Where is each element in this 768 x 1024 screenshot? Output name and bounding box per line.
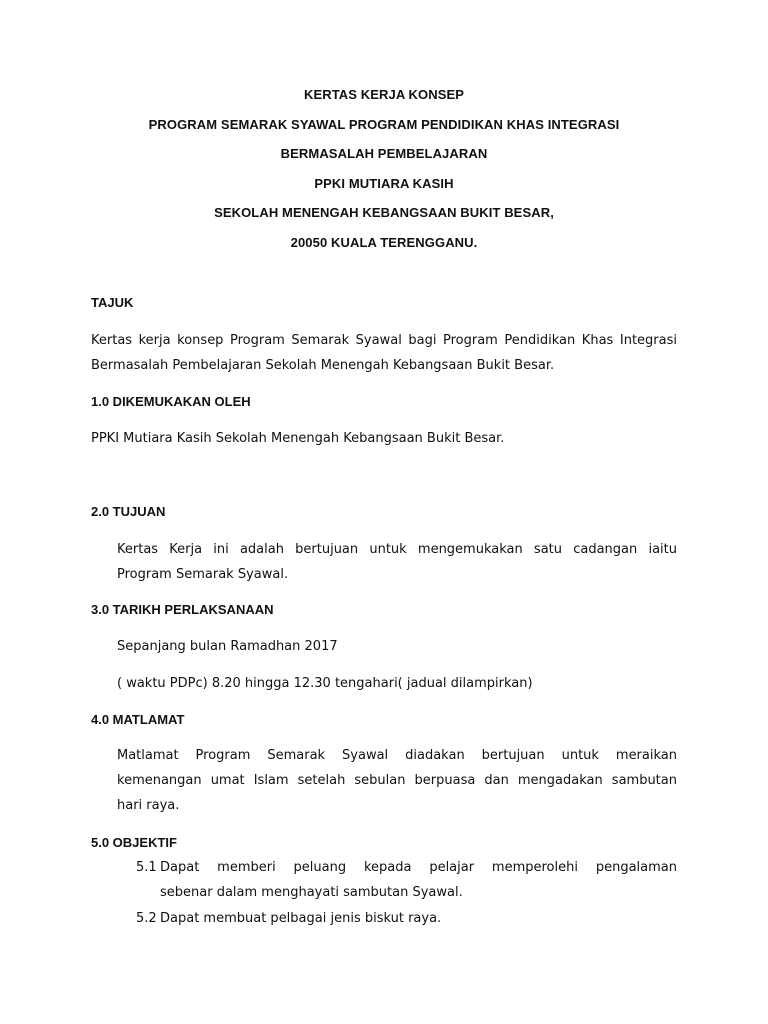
section-4-paragraph	[117, 743, 677, 818]
tajuk-paragraph	[91, 328, 677, 378]
section-4-heading: 4.0 MATLAMAT	[91, 712, 185, 727]
objective-item-5-2	[136, 906, 677, 931]
section-4-line-2: kemenangan umat Islam setelah sebulan berpuasa dan mengadakan sambutan	[117, 773, 677, 788]
section-3-line-1-wrap	[117, 634, 677, 659]
section-5-heading: 5.0 OBJEKTIF	[91, 835, 177, 850]
objective-text	[160, 906, 677, 931]
title-line-6: 20050 KUALA TERENGGANU.	[290, 234, 478, 250]
section-4-line-3: hari raya.	[117, 798, 180, 813]
section-2-paragraph	[117, 537, 677, 587]
objective-5-1-line-1: Dapat memberi peluang kepada pelajar memperolehi pengalaman	[160, 860, 677, 875]
objective-number: 5.1	[136, 860, 157, 875]
title-line-4: PPKI MUTIARA KASIH	[314, 175, 454, 191]
section-1-paragraph	[91, 426, 677, 451]
tajuk-heading: TAJUK	[91, 295, 134, 310]
section-3-line-2: ( waktu PDPc) 8.20 hingga 12.30 tengahari( jadual dilampirkan)	[117, 676, 533, 691]
section-2-line-2: Program Semarak Syawal.	[117, 567, 289, 582]
section-3-heading: 3.0 TARIKH PERLAKSANAAN	[91, 602, 274, 617]
objective-5-1-line-2: sebenar dalam menghayati sambutan Syawal.	[160, 885, 463, 900]
tajuk-line-1: Kertas kerja konsep Program Semarak Syawal bagi Program Pendidikan Khas Integrasi	[91, 333, 677, 348]
title-line-2: PROGRAM SEMARAK SYAWAL PROGRAM PENDIDIKAN KHAS INTEGRASI	[148, 116, 620, 132]
section-3-line-2-wrap	[117, 671, 677, 696]
objective-number: 5.2	[136, 911, 157, 926]
section-1-line-1: PPKI Mutiara Kasih Sekolah Menengah Kebangsaan Bukit Besar.	[91, 431, 505, 446]
objective-text	[160, 855, 677, 905]
document-title-block	[0, 86, 768, 263]
title-line-1: KERTAS KERJA KONSEP	[303, 87, 465, 102]
section-1-heading: 1.0 DIKEMUKAKAN OLEH	[91, 394, 251, 409]
title-line-3: BERMASALAH PEMBELAJARAN	[280, 146, 488, 161]
section-2-line-1: Kertas Kerja ini adalah bertujuan untuk mengemukakan satu cadangan iaitu	[117, 542, 677, 557]
title-line-5: SEKOLAH MENENGAH KEBANGSAAN BUKIT BESAR,	[214, 205, 554, 220]
objective-5-2-line-1: Dapat membuat pelbagai jenis biskut raya.	[160, 911, 442, 926]
section-4-line-1: Matlamat Program Semarak Syawal diadakan bertujuan untuk meraikan	[117, 748, 677, 763]
section-2-heading: 2.0 TUJUAN	[91, 504, 166, 519]
objective-item-5-1	[136, 855, 677, 905]
tajuk-line-2: Bermasalah Pembelajaran Sekolah Menengah Kebangsaan Bukit Besar.	[91, 358, 555, 373]
section-3-line-1: Sepanjang bulan Ramadhan 2017	[117, 639, 338, 654]
